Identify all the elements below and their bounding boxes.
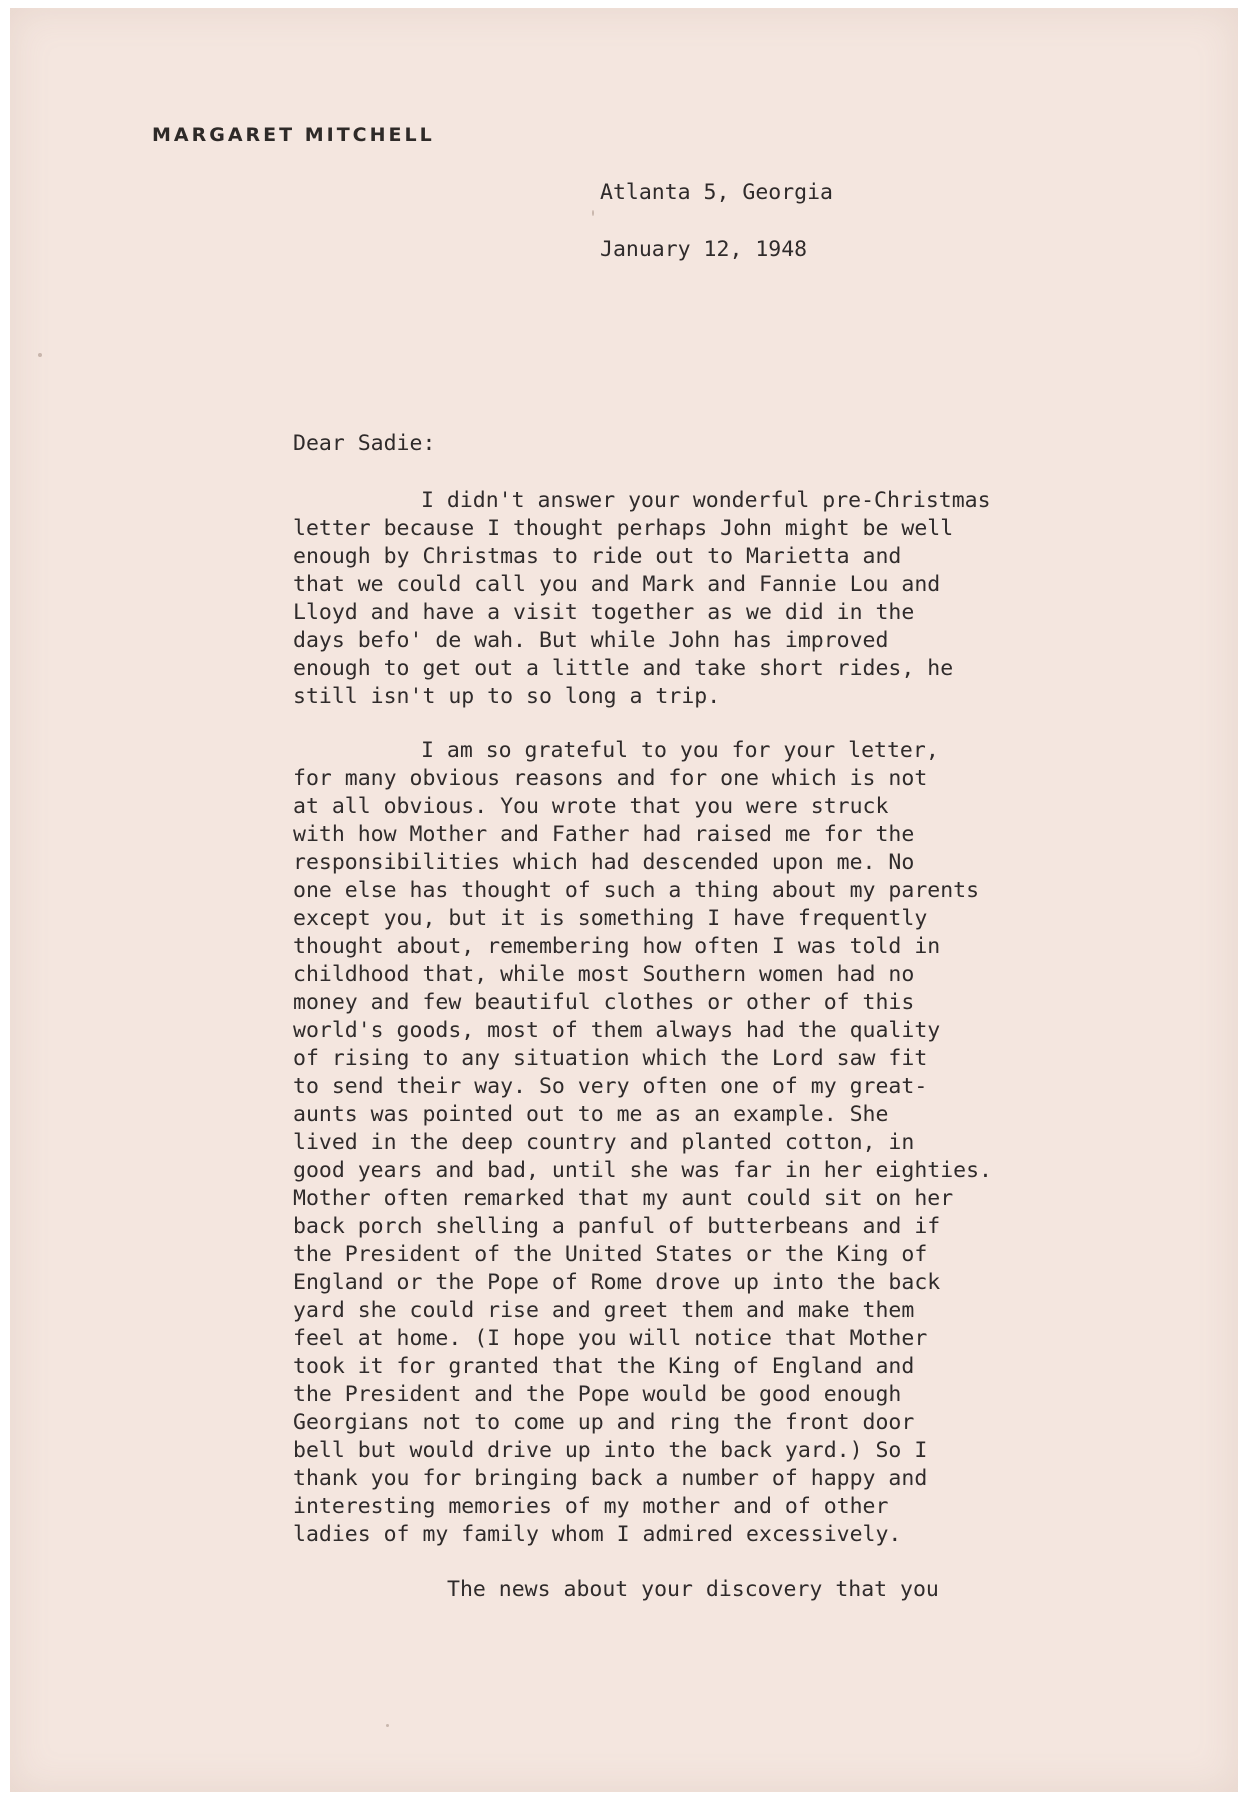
text-line: at all obvious. You wrote that you were struck [293, 794, 889, 819]
letter-page [10, 8, 1238, 1792]
text-line: England or the Pope of Rome drove up into the back [293, 1270, 941, 1295]
text-line: Lloyd and have a visit together as we did in the [293, 600, 915, 625]
text-line: childhood that, while most Southern women had no [293, 962, 915, 987]
text-line: yard she could rise and greet them and make them [293, 1298, 915, 1323]
text-line: good years and bad, until she was far in her eighties. [293, 1158, 992, 1183]
text-line: money and few beautiful clothes or other of this [293, 990, 915, 1015]
text-line: I didn't answer your wonderful pre-Christmas [421, 488, 991, 513]
text-line: for many obvious reasons and for one which is not [293, 766, 928, 791]
text-line: responsibilities which had descended upon me. No [293, 850, 915, 875]
text-line: thought about, remembering how often I was told in [293, 934, 941, 959]
text-line: lived in the deep country and planted cotton, in [293, 1130, 915, 1155]
text-line: aunts was pointed out to me as an example. She [293, 1102, 889, 1127]
text-line: The news about your discovery that you [447, 1577, 939, 1602]
text-line: days befo' de wah. But while John has improved [293, 628, 889, 653]
text-line: except you, but it is something I have frequently [293, 906, 928, 931]
text-line: one else has thought of such a thing about my parents [293, 878, 980, 903]
text-line: enough by Christmas to ride out to Marietta and [293, 544, 902, 569]
text-line: back porch shelling a panful of butterbeans and if [293, 1214, 941, 1239]
text-line: to send their way. So very often one of my great- [293, 1074, 928, 1099]
date-line: January 12, 1948 [600, 237, 808, 262]
text-line: bell but would drive up into the back yard.) So I [293, 1438, 928, 1463]
text-line: with how Mother and Father had raised me for the [293, 822, 915, 847]
text-line: ladies of my family whom I admired excessively. [293, 1522, 902, 1547]
text-line: Mother often remarked that my aunt could sit on her [293, 1186, 954, 1211]
letterhead: MARGARET MITCHELL [152, 124, 435, 146]
text-line: of rising to any situation which the Lord saw fit [293, 1046, 928, 1071]
paragraph-2 [293, 737, 992, 1549]
paper-speck [386, 1724, 389, 1727]
text-line: interesting memories of my mother and of other [293, 1494, 889, 1519]
paper-speck [592, 210, 594, 216]
text-line: the President of the United States or the King of [293, 1242, 928, 1267]
salutation: Dear Sadie: [293, 431, 436, 456]
paragraph-3 [293, 1576, 939, 1604]
paragraph-1 [293, 487, 991, 711]
paper-speck [38, 353, 42, 357]
text-line: the President and the Pope would be good enough [293, 1382, 902, 1407]
text-line: letter because I thought perhaps John might be well [293, 516, 954, 541]
text-line: enough to get out a little and take short rides, he [293, 656, 954, 681]
text-line: thank you for bringing back a number of happy and [293, 1466, 928, 1491]
text-line: feel at home. (I hope you will notice that Mother [293, 1326, 928, 1351]
text-line: that we could call you and Mark and Fannie Lou and [293, 572, 941, 597]
text-line: took it for granted that the King of England and [293, 1354, 915, 1379]
text-line: still isn't up to so long a trip. [293, 684, 721, 709]
place-line: Atlanta 5, Georgia [600, 180, 833, 205]
text-line: I am so grateful to you for your letter, [421, 738, 939, 763]
text-line: world's goods, most of them always had the quality [293, 1018, 941, 1043]
text-line: Georgians not to come up and ring the front door [293, 1410, 915, 1435]
